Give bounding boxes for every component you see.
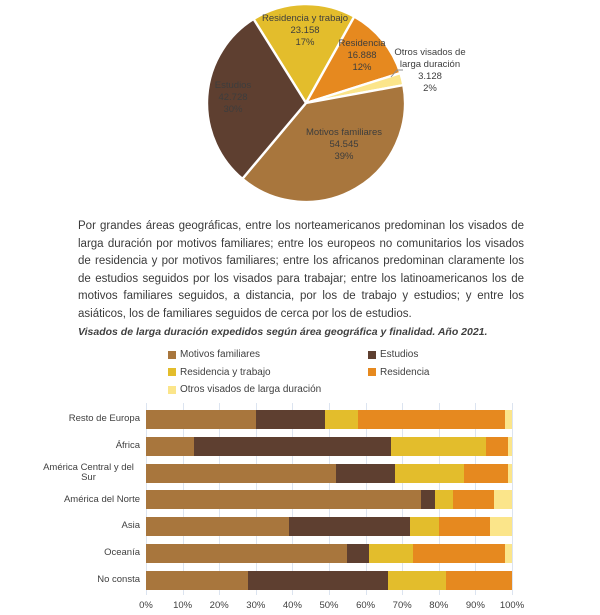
- pie-label: Estudios 42.728 30%: [214, 80, 252, 115]
- bar-category-label: África: [115, 440, 140, 452]
- bar-segment: [508, 464, 512, 483]
- bar-row: [0, 544, 600, 563]
- body-paragraph: Por grandes áreas geográficas, entre los norteamericanos predominan los visados de larga duración por motivos familiares; entre los europeos no comunitarios los visados de residencia y por motivos familiares; entre los africanos predominan claramente los de estudios seguidos por los visados para trabajar; entre los latinoamericanos los de motivos familiares seguidos, a distancia, por los de trabajo y estudios; y entre los asiáticos, los de familiares seguidos de cerca por los de estudios.: [78, 220, 524, 320]
- bar-segment: [347, 544, 369, 563]
- bar-segment: [439, 517, 490, 536]
- legend-swatch-icon: [368, 368, 376, 376]
- x-axis-label: 90%: [465, 600, 485, 611]
- bar-segment: [391, 437, 486, 456]
- bar-segment: [336, 464, 395, 483]
- x-axis-label: 0%: [139, 600, 153, 611]
- bar-segment: [146, 544, 347, 563]
- bar-chart: [0, 401, 600, 615]
- bar-segment: [421, 490, 436, 509]
- legend-item: [368, 349, 418, 360]
- bar-category-label: Oceanía: [104, 547, 140, 559]
- x-axis-label: 80%: [429, 600, 449, 611]
- bar-category-label: Asia: [121, 520, 140, 532]
- bar-segment: [146, 490, 421, 509]
- bar-row: [0, 517, 600, 536]
- bar-segment: [453, 490, 493, 509]
- x-axis-label: 70%: [392, 600, 412, 611]
- bar-segment: [146, 571, 248, 590]
- legend-label: Residencia y trabajo: [180, 366, 271, 378]
- x-axis-label: 10%: [173, 600, 193, 611]
- x-axis-label: 100%: [499, 600, 525, 611]
- legend-label: Estudios: [380, 349, 419, 361]
- bar-segment: [289, 517, 410, 536]
- bar-category-label: No consta: [97, 574, 140, 586]
- legend-swatch-icon: [168, 351, 176, 359]
- bar-segment: [413, 544, 505, 563]
- bar-segment: [146, 517, 289, 536]
- bar-segment: [505, 410, 512, 429]
- bar-segment: [395, 464, 465, 483]
- pie-label: Otros visados de larga duración 3.128 2%: [394, 47, 466, 94]
- bar-row: [0, 571, 600, 590]
- x-axis-label: 20%: [209, 600, 229, 611]
- bar-segment: [358, 410, 504, 429]
- pie-label: Residencia 16.888 12%: [338, 38, 386, 73]
- bar-row: [0, 410, 600, 429]
- figure-title: Visados de larga duración expedidos según área geográfica y finalidad. Año 2021.: [78, 326, 488, 338]
- bar-segment: [146, 464, 336, 483]
- x-axis-label: 30%: [246, 600, 266, 611]
- bar-segment: [256, 410, 326, 429]
- legend-label: Residencia: [380, 366, 430, 378]
- x-axis-label: 60%: [356, 600, 376, 611]
- bar-segment: [486, 437, 508, 456]
- bar-segment: [494, 490, 512, 509]
- x-axis-label: 50%: [319, 600, 339, 611]
- legend-label: Motivos familiares: [180, 349, 261, 361]
- bar-segment: [146, 437, 194, 456]
- bar-track: [146, 410, 512, 429]
- legend-row: [168, 346, 588, 364]
- legend-item: [168, 384, 368, 395]
- bar-segment: [435, 490, 453, 509]
- legend-swatch-icon: [168, 386, 176, 394]
- bar-segment: [369, 544, 413, 563]
- legend-swatch-icon: [368, 351, 376, 359]
- bar-track: [146, 464, 512, 483]
- bar-track: [146, 517, 512, 536]
- bar-segment: [508, 437, 512, 456]
- pie-chart: [0, 0, 600, 212]
- bar-track: [146, 437, 512, 456]
- legend-label: Otros visados de larga duración: [180, 384, 322, 396]
- bar-segment: [490, 517, 512, 536]
- bar-track: [146, 490, 512, 509]
- x-axis-label: 40%: [282, 600, 302, 611]
- bar-category-label: América del Norte: [63, 493, 140, 505]
- pie-label: Residencia y trabajo 23.158 17%: [261, 13, 349, 48]
- legend-row: [168, 381, 588, 399]
- bar-track: [146, 544, 512, 563]
- bar-segment: [388, 571, 447, 590]
- bar-segment: [146, 410, 256, 429]
- bar-segment: [248, 571, 387, 590]
- pie-label: Motivos familiares 54.545 39%: [305, 127, 383, 162]
- bar-track: [146, 571, 512, 590]
- bar-category-label: América Central y del Sur: [43, 461, 134, 484]
- bar-segment: [505, 544, 512, 563]
- bar-segment: [464, 464, 508, 483]
- legend-swatch-icon: [168, 368, 176, 376]
- bar-category-label: Resto de Europa: [68, 413, 140, 425]
- bar-segment: [194, 437, 392, 456]
- legend-item: [168, 349, 368, 360]
- bar-row: [0, 461, 600, 484]
- bar-segment: [446, 571, 512, 590]
- bar-chart-legend: [168, 346, 588, 399]
- bar-segment: [325, 410, 358, 429]
- legend-item: [168, 367, 368, 378]
- legend-row: [168, 364, 588, 382]
- bar-row: [0, 490, 600, 509]
- bar-segment: [410, 517, 439, 536]
- bar-row: [0, 437, 600, 456]
- legend-item: [368, 367, 429, 378]
